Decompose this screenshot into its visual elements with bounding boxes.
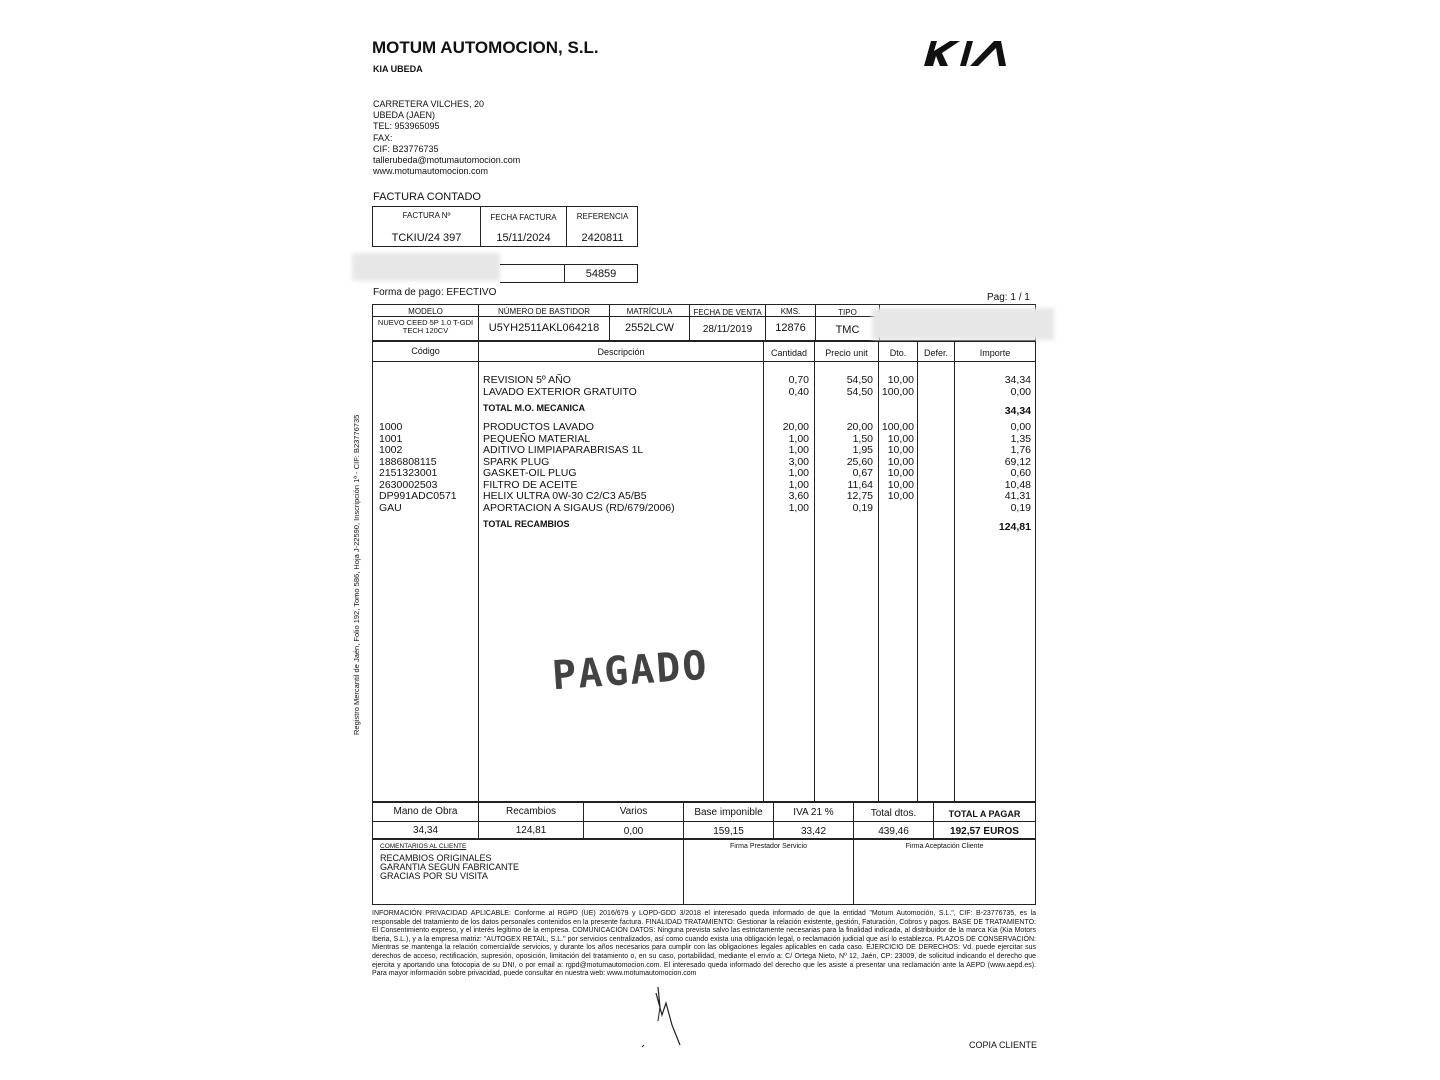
line-price: 54,50	[846, 374, 873, 386]
line-quantity: 1,00	[788, 502, 809, 514]
line-description: PEQUEÑO MATERIAL	[483, 433, 591, 445]
address-line: UBEDA (JAEN)	[373, 110, 436, 121]
line-price: 54,50	[846, 386, 873, 398]
line-code: 1001	[379, 433, 403, 445]
totals-table	[372, 802, 1036, 839]
line-amount: 0,60	[1010, 467, 1031, 479]
total-to-pay-value: 192,57 EUROS	[950, 826, 1019, 837]
line-description: FILTRO DE ACEITE	[483, 479, 578, 491]
invoice-number-header: FACTURA Nº	[402, 211, 451, 220]
line-discount: 100,00	[881, 386, 914, 398]
address-line: FAX:	[373, 132, 393, 143]
reference-number: 2420811	[581, 232, 624, 244]
client-code: 54859	[585, 268, 617, 280]
line-price: 11,64	[847, 479, 873, 491]
comments-lines	[380, 854, 519, 881]
tax-base-header: Base imponible	[694, 807, 763, 818]
line-quantity: 0,70	[788, 374, 809, 386]
line-code: 1886808115	[379, 456, 437, 468]
labor-total-label: TOTAL M.O. MECANICA	[483, 403, 585, 413]
line-description: REVISION 5º AÑO	[483, 374, 571, 386]
redacted-area	[352, 253, 500, 281]
line-description: APORTACION A SIGAUS (RD/679/2006)	[483, 502, 675, 514]
paid-stamp: PAGADO	[550, 642, 710, 700]
line-price: 12,75	[846, 490, 873, 502]
code-header: Código	[411, 346, 440, 356]
parts-total-amount: 124,81	[998, 521, 1031, 533]
type-header: TIPO	[838, 308, 857, 317]
line-price: 25,60	[846, 456, 873, 468]
register-text: Registro Mercantil de Jaén, Folio 192, Tomo 586, Hoja J-22590, Inscripción 1ª - CIF: B23776735	[352, 414, 361, 735]
redacted-area	[872, 308, 1054, 340]
address-line: CIF: B23776735	[373, 143, 439, 154]
line-code: DP991ADC0571	[379, 490, 457, 502]
address-line: www.motumautomocion.com	[373, 166, 489, 177]
company-address	[373, 99, 520, 177]
line-quantity: 3,60	[788, 490, 809, 502]
line-amount: 0,00	[1010, 386, 1031, 398]
line-amount: 1,35	[1010, 433, 1031, 445]
line-amount: 41,31	[1004, 490, 1031, 502]
privacy-notice: INFORMACIÓN PRIVACIDAD APLICABLE: Conforme al RGPD (UE) 2016/679 y LOPD-GDD 3/2018 el interesado queda informado de que la entidad "Motum Automoción, S.L.", CIF: B-23776735, es la responsable del tratamiento de los datos personales contenidos en la presente factura. FINALIDAD TRATAMIENTO: Gestionar la relación existente, gestión, Faturación, Cobros y pagos. BASE DE TRATAMIENTO: El Consentimiento expreso, y el interés legítimo de la empresa. COMUNICACIÓN DATOS: Ninguna prevista salvo las estrictamente necesarias para la finalidad indicada, al distribuidor de la marca Kia (Kia Motors Iberia, S.L.), y a la empresa matriz: "AUTOGEX RETAIL, S.L." por servicios centralizados, así como cuando exista una obligación legal, o reclamación judicial que así lo establezca. PLAZOS DE CONSERVACIÓN: Mientras se mantenga la relación comercial/de servicios, y durante los años necesarios para cumplir con las obligaciones legales aplicables en cada caso. EJERCICIO DE DERECHOS: Vd. puede ejercitar sus derechos de acceso, rectificación, supresión, oposición, limitación del tratamiento o, en su caso, portabilidad, mediante el envío a: C/ Ortega Nieto, Nº 12, Jaén, CP: 23009, de solicitud indicando el derecho que ejercita y aportando una fotocopia de su DNI, o por email a: rgpd@motumautomocion.com. El interesado queda informado del derecho que les asiste a presentar una reclamación ante la AEPD (www.aepd.es). Para mayor información sobre privacidad, puede consultar en nuestra web: www.motumautomocion.com	[372, 910, 1036, 978]
provider-signature-label: Firma Prestador Servicio	[729, 843, 808, 850]
invoice-info-table	[372, 206, 638, 247]
line-discount: 10,00	[887, 456, 914, 468]
vin-header: NÚMERO DE BASTIDOR	[497, 307, 590, 316]
line-amount: 0,19	[1010, 502, 1031, 514]
labor-total-header: Mano de Obra	[393, 806, 458, 817]
line-code: 2151323001	[379, 467, 438, 479]
line-amount: 34,34	[1004, 374, 1031, 386]
line-price: 1,50	[852, 433, 873, 445]
line-discount: 10,00	[887, 444, 914, 456]
comments-box	[372, 839, 1036, 905]
line-description: ADITIVO LIMPIAPARABRISAS 1L	[483, 444, 644, 456]
comment-line: GRACIAS POR SU VISITA	[380, 871, 488, 881]
invoice-type: FACTURA CONTADO	[373, 191, 481, 203]
deferred-header: Defer.	[923, 348, 948, 358]
lines-table	[372, 341, 1036, 802]
vat-value: 33,42	[800, 826, 827, 837]
line-discount: 100,00	[881, 421, 914, 433]
line-quantity: 3,00	[788, 456, 809, 468]
parts-total-label: TOTAL RECAMBIOS	[483, 519, 570, 529]
comments-label: COMENTARIOS AL CLIENTE	[380, 843, 467, 850]
line-price: 0,67	[852, 467, 873, 479]
invoice-date: 15/11/2024	[496, 232, 551, 244]
model-line: NUEVO CEED 5P 1.0 T-GDI	[377, 318, 474, 327]
vehicle-plate: 2552LCW	[625, 322, 674, 334]
line-discount: 10,00	[887, 374, 914, 386]
address-line: TEL: 953965095	[373, 121, 440, 132]
comment-line: GARANTIA SEGUN FABRICANTE	[380, 862, 520, 872]
vehicle-kms: 12876	[775, 322, 806, 334]
line-quantity: 1,00	[788, 479, 809, 491]
kia-logo-icon	[922, 38, 1034, 68]
address-line: tallerubeda@motumautomocion.com	[373, 155, 521, 166]
payment-method: Forma de pago: EFECTIVO	[373, 287, 497, 298]
total-to-pay-header: TOTAL A PAGAR	[948, 809, 1021, 819]
client-code-box	[500, 264, 638, 283]
invoice-number: TCKIU/24 397	[391, 232, 462, 244]
total-discount-header: Total dtos.	[870, 808, 917, 819]
line-discount: 10,00	[887, 490, 914, 502]
misc-total-value: 0,00	[623, 826, 644, 837]
address-line: CARRETERA VILCHES, 20	[373, 99, 485, 109]
line-amount: 0,00	[1010, 421, 1031, 433]
line-quantity: 0,40	[788, 386, 809, 398]
line-description: GASKET-OIL PLUG	[483, 467, 577, 479]
quantity-header: Cantidad	[770, 348, 808, 358]
branch-name: KIA UBEDA	[373, 64, 423, 74]
total-discount-value: 439,46	[878, 826, 909, 837]
line-price: 0,19	[852, 502, 873, 514]
plate-header: MATRÍCULA	[626, 307, 673, 316]
line-quantity: 1,00	[788, 467, 809, 479]
misc-total-header: Varios	[619, 806, 648, 817]
model-header: MODELO	[408, 307, 443, 316]
vehicle-type: TMC	[835, 324, 860, 336]
vehicle-sale-date: 28/11/2019	[702, 324, 753, 335]
page-number: Pag: 1 / 1	[987, 292, 1030, 303]
amount-header: Importe	[979, 348, 1011, 358]
line-description: HELIX ULTRA 0W-30 C2/C3 A5/B5	[483, 490, 647, 502]
line-description: PRODUCTOS LAVADO	[483, 421, 594, 433]
tax-base-value: 159,15	[713, 826, 744, 837]
line-quantity: 1,00	[788, 444, 809, 456]
sale-date-header: FECHA DE VENTA	[693, 308, 762, 317]
line-discount: 10,00	[887, 467, 914, 479]
vehicle-vin: U5YH2511AKL064218	[488, 322, 600, 334]
line-description: SPARK PLUG	[483, 456, 550, 468]
line-quantity: 20,00	[782, 421, 809, 433]
line-amount: 1,76	[1010, 444, 1031, 456]
labor-total-value: 34,34	[412, 825, 439, 836]
line-code: GAU	[379, 502, 402, 514]
client-signature-label: Firma Aceptación Cliente	[905, 843, 984, 850]
model-line: TECH 120CV	[402, 326, 449, 335]
vehicle-model	[373, 319, 478, 335]
line-code: 1000	[379, 421, 403, 433]
signature-icon	[640, 985, 690, 1050]
line-discount: 10,00	[887, 479, 914, 491]
parts-total-value: 124,81	[515, 825, 547, 836]
line-code: 1002	[379, 444, 403, 456]
kms-header: KMS.	[780, 307, 801, 316]
line-amount: 69,12	[1004, 456, 1031, 468]
line-description: LAVADO EXTERIOR GRATUITO	[483, 386, 637, 398]
line-code: 2630002503	[379, 479, 438, 491]
comment-line: RECAMBIOS ORIGINALES	[380, 853, 492, 863]
company-name: MOTUM AUTOMOCION, S.L.	[372, 38, 599, 57]
reference-header: REFERENCIA	[576, 212, 629, 221]
discount-header: Dto.	[889, 348, 907, 358]
line-discount: 10,00	[887, 433, 914, 445]
parts-total-header: Recambios	[505, 806, 557, 817]
invoice-date-header: FECHA FACTURA	[490, 213, 557, 222]
copy-label: COPIA CLIENTE	[969, 1040, 1038, 1050]
labor-total-amount: 34,34	[1004, 405, 1031, 417]
line-price: 1,95	[852, 444, 873, 456]
line-price: 20,00	[846, 421, 873, 433]
line-amount: 10,48	[1004, 479, 1031, 491]
line-quantity: 1,00	[788, 433, 809, 445]
vat-header: IVA 21 %	[793, 807, 834, 818]
unit-price-header: Precio unit	[825, 348, 868, 358]
description-header: Descripción	[597, 347, 645, 357]
